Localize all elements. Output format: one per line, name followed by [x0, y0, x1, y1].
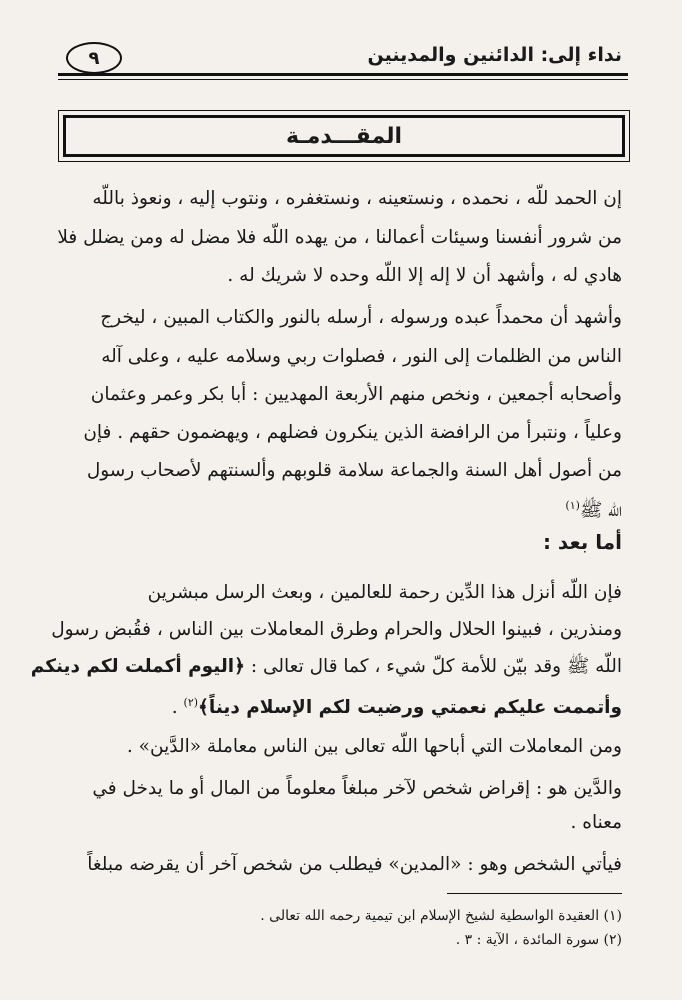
footnote-divider — [447, 893, 622, 894]
paragraph-line: والدَّين هو : إقراض شخص لآخر مبلغاً معلوماً من المال أو ما يدخل في — [92, 778, 622, 799]
paragraph-line: ومنذرين ، فبينوا الحلال والحرام وطرق المعاملات بين الناس ، فقُبض رسول — [51, 619, 622, 640]
paragraph-line: هادي له ، وأشهد أن لا إله إلا اللّه وحده لا شريك له . — [227, 265, 622, 286]
header-rule-thick — [58, 73, 628, 76]
section-title-box — [58, 110, 630, 162]
paragraph-line: من أصول أهل السنة والجماعة سلامة قلوبهم وألسنتهم لأصحاب رسول — [86, 460, 622, 481]
paragraph-line: وعلياً ، ونتبرأ من الرافضة الذين ينكرون فضلهم ، ويهضمون حقهم . فإن — [83, 422, 622, 443]
paragraph-line: وأشهد أن محمداً عبده ورسوله ، أرسله بالنور والكتاب المبين ، ليخرج — [100, 307, 622, 328]
section-title: المقـــدمـة — [63, 115, 625, 157]
paragraph-line: معناه . — [570, 812, 622, 833]
quran-verse: ﴿اليوم أكملت لكم دينكم — [30, 656, 245, 677]
paragraph-line: فيأتي الشخص وهو : «المدين» فيطلب من شخص آخر أن يقرضه مبلغاً — [87, 854, 622, 875]
paragraph-line: إن الحمد للّه ، نحمده ، ونستعينه ، ونستغفره ، ونتوب إليه ، ونعوذ باللّه — [92, 188, 622, 209]
header-rule-thin — [58, 79, 628, 80]
paragraph-line: وأصحابه أجمعين ، ونخص منهم الأربعة المهديين : أبا بكر وعمر وعثمان — [90, 384, 622, 405]
page-number: ٩ — [88, 47, 100, 69]
paragraph-line: من شرور أنفسنا وسيئات أعمالنا ، من يهده اللّه فلا مضل له ومن يضلل فلا — [57, 227, 622, 248]
subheading: أما بعد : — [542, 530, 622, 554]
running-header-title: نداء إلى: الدائنين والمدينين — [367, 44, 622, 66]
paragraph-line — [172, 690, 622, 721]
footnote-ref: (١) — [565, 499, 580, 512]
paragraph-line — [31, 654, 622, 680]
paragraph-line — [565, 493, 622, 524]
footnote: (١) العقيدة الواسطية لشيخ الإسلام ابن تيمية رحمه الله تعالى . — [260, 908, 622, 924]
paragraph-line: الناس من الظلمات إلى النور ، فصلوات ربي وسلامه عليه ، وعلى آله — [101, 346, 622, 367]
paragraph-text: اللّه ﷺ وقد بيّن للأمة كلّ شيء ، كما قال تعالى : — [250, 656, 622, 677]
footnote: (٢) سورة المائدة ، الآية : ٣ . — [455, 932, 622, 948]
paragraph-text: اللّه ﷺ — [579, 500, 622, 522]
quran-verse: وأتممت عليكم نعمتي ورضيت لكم الإسلام ديناً﴾ — [198, 697, 622, 719]
paragraph-line: ومن المعاملات التي أباحها اللّه تعالى بين الناس معاملة «الدَّين» . — [126, 736, 622, 757]
page-number-oval — [66, 42, 122, 74]
footnote-ref: (٢) — [183, 696, 199, 709]
paragraph-line: فإن اللّه أنزل هذا الدِّين رحمة للعالمين ، وبعث الرسل مبشرين — [147, 582, 622, 603]
paragraph-text: . — [171, 697, 178, 719]
